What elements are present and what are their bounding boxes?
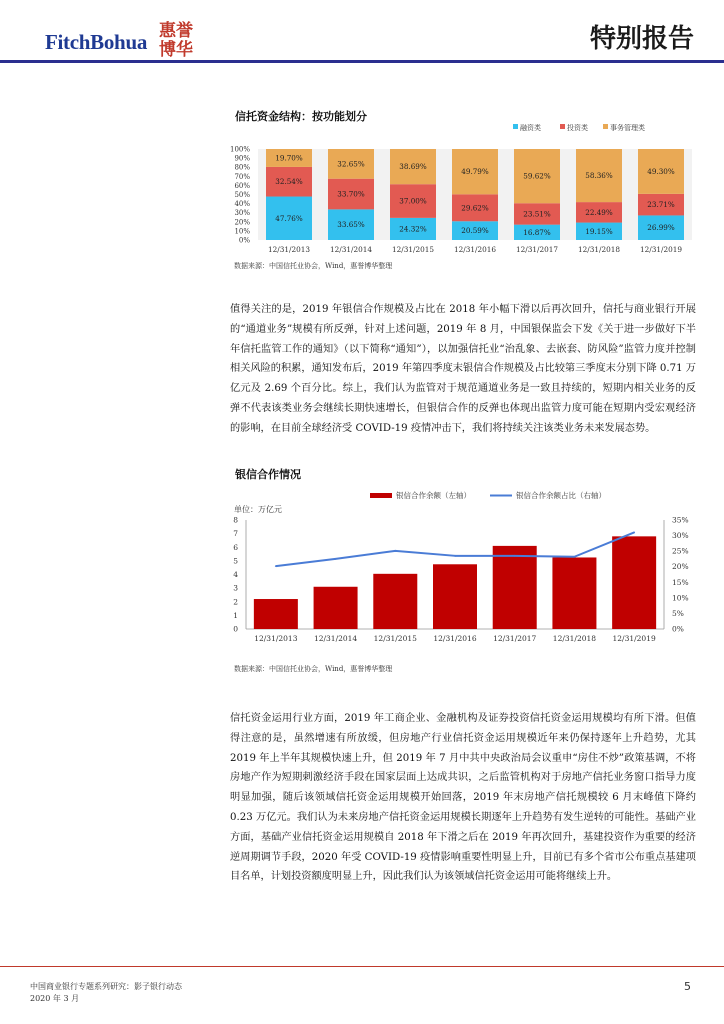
analysis-paragraph-2: 信托资金运用行业方面，2019 年工商企业、金融机构及证券投资信托资金运用规模均有所下滑。但值得注意的是，虽然增速有所放缓，但房地产行业信托资金运用规模近年来仍保持逐年上升趋势，尤其 2019 年上半年其规模快速上升，但 2019 年 7 月中共中央政治局会议重申“房住不炒”政策基调，不将房地产作为短期刺激经济手段在国家层面上达成共识，之后监管机构对于房地产信托业务窗口指导力度明显加强，随后该领域信托资金运用规模开始回落，2019 年末房地产信托规模较 6 月末峰值下降约 0.23 万亿元。我们认为未来房地产信托资金运用规模长期逐年上升趋势有发生逆转的可能性。基础产业方面，基础产业信托资金运用规模自 2018 年下滑之后在 2019 年再次回升，基建投资作为重要的经济逆周期调节手段，2020 年受 COVID-19 疫情影响重要性明显上升，目前已有多个省市公布重点基建项目名单，计划投资额度明显上升，因此我们认为该领域信托资金运用可能将继续上升。 xyxy=(230,713,696,883)
figure1-source: 数据来源：中国信托业协会，Wind，惠誉博华整理 xyxy=(234,262,393,270)
legend-label: 投资类 xyxy=(567,124,588,132)
report-title: 特别报告 xyxy=(589,24,694,54)
bar xyxy=(314,587,358,629)
footer-date: 2020 年 3 月 xyxy=(30,994,80,1003)
brand-logo-seal: 惠誉博华 xyxy=(159,21,193,60)
y-left-tick-label: 3 xyxy=(233,583,238,593)
data-label: 22.49% xyxy=(585,207,613,217)
bar xyxy=(373,574,417,629)
line-point xyxy=(514,555,516,557)
line-point xyxy=(454,555,456,557)
page-number: 5 xyxy=(684,980,691,993)
data-label: 23.51% xyxy=(523,209,551,219)
line-point xyxy=(335,558,337,560)
y-right-tick-label: 30% xyxy=(672,531,689,541)
x-tick-label: 12/31/2013 xyxy=(254,634,298,643)
data-label: 37.00% xyxy=(399,196,427,206)
data-label: 38.69% xyxy=(399,162,427,172)
y-left-tick-label: 8 xyxy=(233,515,238,525)
x-tick-label: 12/31/2014 xyxy=(329,245,373,254)
y-right-tick-label: 20% xyxy=(672,562,689,572)
bar xyxy=(254,599,298,629)
x-tick-label: 12/31/2013 xyxy=(267,245,311,254)
figure2-source: 数据来源：中国信托业协会，Wind，惠誉博华整理 xyxy=(234,665,393,673)
legend-label: 事务管理类 xyxy=(610,124,645,132)
y-tick-label: 80% xyxy=(234,163,250,172)
data-label: 49.30% xyxy=(647,166,675,176)
legend-label: 银信合作余额（左轴） xyxy=(396,491,471,500)
data-label: 19.15% xyxy=(585,226,613,236)
x-tick-label: 12/31/2017 xyxy=(493,634,537,643)
x-tick-label: 12/31/2019 xyxy=(639,245,683,254)
line-point xyxy=(275,565,277,567)
x-tick-label: 12/31/2014 xyxy=(313,634,358,643)
data-label: 32.65% xyxy=(337,159,365,169)
x-tick-label: 12/31/2017 xyxy=(515,245,559,254)
data-label: 16.87% xyxy=(523,227,551,237)
footer-divider xyxy=(0,966,724,967)
analysis-paragraph-1: 值得关注的是，2019 年银信合作规模及占比在 2018 年小幅下滑以后再次回升，信托与商业银行开展的“通道业务”规模有所反弹，针对上述问题，2019 年 8 月，中国银保监会下发《关于进一步做好下半年信托监管工作的通知》（以下简称“通知”），以加强信托业“治乱象、去嵌套、防风险”监管力度并控制相关风险的积累，通知发布后，2019 年第四季度末银信合作规模及占比较第三季度末分别下降 0.71 万亿元及 2.69 个百分比。综上，我们认为监管对于规范通道业务是一致且持续的，短期内相关业务的反弹不代表该类业务会继续长期快速增长，但银信合作的反弹也体现出监管力度可能在短期内受宏观经济的影响，在目前全球经济受 COVID-19 疫情冲击下，我们将持续关注该类业务未来发展态势。 xyxy=(230,304,696,434)
x-tick-label: 12/31/2018 xyxy=(552,634,597,643)
figure2-title: 银信合作情况 xyxy=(235,468,301,481)
y-tick-label: 90% xyxy=(234,154,250,163)
y-tick-label: 0% xyxy=(238,236,250,245)
data-label: 29.62% xyxy=(461,203,489,213)
y-left-tick-label: 7 xyxy=(233,529,238,539)
legend-swatch-bar xyxy=(370,493,392,498)
data-label: 59.62% xyxy=(523,171,551,181)
data-label: 26.99% xyxy=(647,223,675,233)
y-left-tick-label: 0 xyxy=(233,624,238,634)
legend-label: 银信合作余额占比（右轴） xyxy=(516,491,606,500)
y-tick-label: 20% xyxy=(234,218,250,227)
y-left-tick-label: 5 xyxy=(233,556,238,566)
y-tick-label: 30% xyxy=(234,209,250,218)
x-tick-label: 12/31/2016 xyxy=(433,634,477,643)
data-label: 33.70% xyxy=(337,189,365,199)
x-tick-label: 12/31/2016 xyxy=(453,245,497,254)
data-label: 58.36% xyxy=(585,171,613,181)
footer-series-title: 中国商业银行专题系列研究：影子银行动态 xyxy=(30,982,182,991)
y-left-tick-label: 6 xyxy=(233,542,238,552)
bar xyxy=(493,546,537,629)
line-point xyxy=(574,556,576,558)
legend-label: 融资类 xyxy=(520,124,541,132)
data-label: 23.71% xyxy=(647,200,675,210)
y-left-tick-label: 4 xyxy=(233,570,238,579)
y-right-tick-label: 0% xyxy=(672,624,684,634)
data-label: 24.32% xyxy=(399,224,427,234)
data-label: 19.70% xyxy=(275,153,303,163)
y-left-tick-label: 2 xyxy=(233,597,238,607)
brand-logo-text: FitchBohua xyxy=(45,30,148,54)
x-tick-label: 12/31/2019 xyxy=(612,634,656,643)
line-point xyxy=(633,532,635,534)
x-tick-label: 12/31/2015 xyxy=(391,245,435,254)
y-right-tick-label: 10% xyxy=(672,593,689,603)
y-right-tick-label: 5% xyxy=(672,608,684,618)
y-tick-label: 60% xyxy=(234,181,250,190)
x-tick-label: 12/31/2015 xyxy=(373,634,417,643)
data-label: 33.65% xyxy=(337,220,365,230)
y-tick-label: 10% xyxy=(234,227,250,236)
figure2-unit: 单位：万亿元 xyxy=(234,505,282,514)
figure1-title: 信托资金结构：按功能划分 xyxy=(235,110,367,123)
y-left-tick-label: 1 xyxy=(233,610,238,620)
bar xyxy=(433,564,477,629)
y-tick-label: 50% xyxy=(234,191,250,199)
data-label: 47.76% xyxy=(275,213,303,223)
y-right-tick-label: 15% xyxy=(672,577,689,587)
y-tick-label: 40% xyxy=(234,200,250,209)
data-label: 49.79% xyxy=(461,167,489,177)
line-point xyxy=(394,550,396,552)
y-tick-label: 70% xyxy=(234,172,250,181)
y-right-tick-label: 35% xyxy=(672,515,689,525)
bar xyxy=(612,536,656,629)
y-tick-label: 100% xyxy=(229,145,250,154)
data-label: 20.59% xyxy=(461,226,489,236)
bar xyxy=(552,557,596,629)
x-tick-label: 12/31/2018 xyxy=(577,245,621,254)
y-right-tick-label: 25% xyxy=(672,546,689,556)
data-label: 32.54% xyxy=(275,177,303,187)
